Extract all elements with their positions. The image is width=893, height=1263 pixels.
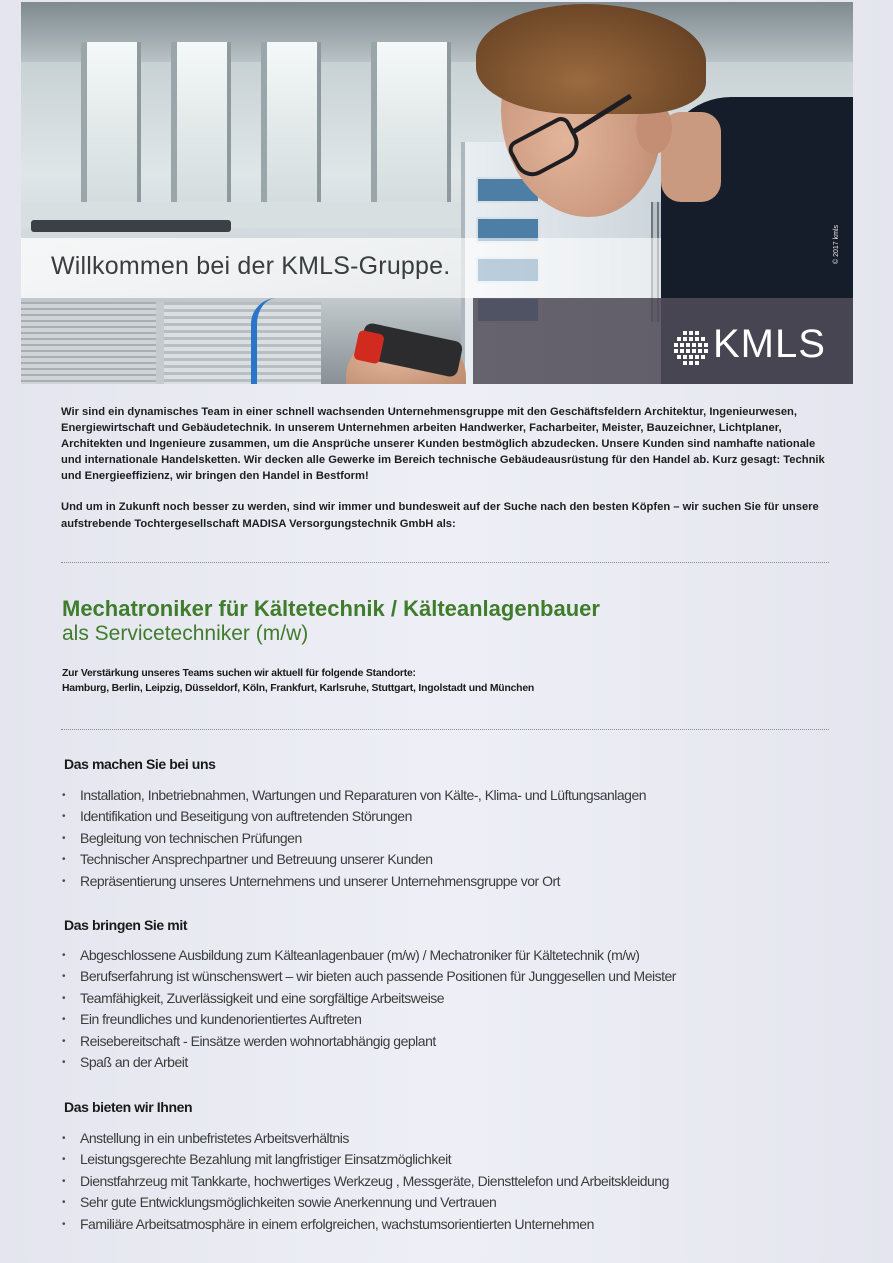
hero-ac-grille — [21, 302, 164, 384]
intro-paragraph-2: Und um in Zukunft noch besser zu werden, sind wir immer und bundesweit auf der Suche nach den besten Köpfen – wir suchen Sie für unsere aufstrebende Tochtergesellschaft MADISA Versorgungstechnik GmbH als: — [61, 501, 819, 530]
list-item: • Spaß an der Arbeit — [62, 1052, 676, 1073]
welcome-text: Willkommen bei der KMLS-Gruppe. — [51, 252, 451, 280]
job-locations — [62, 667, 534, 696]
bullet-icon: • — [62, 790, 66, 801]
list-item: • Technischer Ansprechpartner und Betreuung unserer Kunden — [62, 849, 646, 870]
locations-list: Hamburg, Berlin, Leipzig, Düsseldorf, Köln, Frankfurt, Karlsruhe, Stuttgart, Ingolstadt und München — [62, 682, 535, 694]
list-item: • Installation, Inbetriebnahmen, Wartungen und Reparaturen von Kälte-, Klima- und Lüftungsanlagen — [62, 785, 646, 806]
bullet-icon: • — [62, 1133, 66, 1144]
bullet-icon: • — [62, 811, 66, 823]
benefits-list — [62, 1128, 669, 1235]
bullet-icon: • — [62, 1014, 66, 1026]
bullet-icon: • — [62, 1154, 66, 1166]
intro-paragraph-1: Wir sind ein dynamisches Team in einer schnell wachsenden Unternehmensgruppe mit den Geschäftsfeldern Architektur, Ingenieurwesen, Energiewirtschaft und Gebäudetechnik. In unserem Unternehmen arbeiten Handwerker, Facharbeiter, Meister, Bauzeichner, Lichtplaner, Architekten und Ingenieure zusammen, um die Ansprüche unserer Kunden bestmöglich abzudecken. Unsere Kunden sind namhafte nationale und internationale Handelsketten. Wir decken alle Gewerke im Bereich technische Gebäudeausrüstung für den Handel ab. Kurz gesagt: Technik und Energieeffizienz, wir bringen den Handel in Bestform! — [61, 406, 825, 483]
hero-window — [371, 42, 451, 227]
list-item: • Dienstfahrzeug mit Tankkarte, hochwertiges Werkzeug , Messgeräte, Diensttelefon und Arbeitskleidung — [62, 1171, 669, 1192]
requirements-list — [62, 945, 676, 1073]
list-item: • Anstellung in ein unbefristetes Arbeitsverhältnis — [62, 1128, 669, 1149]
hero-rail — [31, 220, 231, 232]
section-heading-tasks: Das machen Sie bei uns — [64, 756, 216, 772]
hero-window — [81, 42, 141, 227]
bullet-icon: • — [62, 950, 66, 961]
list-item: • Begleitung von technischen Prüfungen — [62, 828, 646, 849]
locations-intro: Zur Verstärkung unseres Teams suchen wir aktuell für folgende Standorte: — [62, 668, 416, 679]
bullet-icon: • — [62, 875, 66, 887]
hero-person-hair — [476, 4, 706, 114]
section-heading-requirements: Das bringen Sie mit — [64, 917, 188, 933]
list-item: • Ein freundliches und kundenorientiertes Auftreten — [62, 1009, 676, 1030]
bullet-icon: • — [62, 1197, 66, 1209]
job-subtitle: als Servicetechniker (m/w) — [62, 622, 309, 645]
list-item: • Sehr gute Entwicklungsmöglichkeiten sowie Anerkennung und Vertrauen — [62, 1192, 669, 1213]
job-title: Mechatroniker für Kältetechnik / Kälteanlagenbauer — [62, 596, 600, 621]
section-heading-benefits: Das bieten wir Ihnen — [64, 1099, 193, 1115]
bullet-icon: • — [62, 832, 66, 844]
divider — [61, 562, 829, 563]
tasks-list — [62, 785, 646, 892]
list-item: • Leistungsgerechte Bezahlung mit langfristiger Einsatzmöglichkeit — [62, 1149, 669, 1170]
bullet-icon: • — [62, 1035, 66, 1047]
kmls-logo-icon — [673, 330, 709, 366]
bullet-icon: • — [62, 992, 66, 1004]
bullet-icon: • — [62, 1218, 66, 1230]
list-item: • Identifikation und Beseitigung von auftretenden Störungen — [62, 806, 646, 827]
hero-banner — [21, 2, 853, 384]
list-item: • Teamfähigkeit, Zuverlässigkeit und eine sorgfältige Arbeitsweise — [62, 988, 676, 1009]
list-item: • Familiäre Arbeitsatmosphäre in einem erfolgreichen, wachstumsorientierten Unternehmen — [62, 1214, 669, 1235]
list-item: • Berufserfahrung ist wünschenswert – wir bieten auch passende Positionen für Junggesellen und Meister — [62, 966, 676, 987]
bullet-icon: • — [62, 1056, 66, 1068]
list-item: • Repräsentierung unseres Unternehmens und unserer Unternehmensgruppe vor Ort — [62, 871, 646, 892]
photo-copyright: © 2017 kmls — [833, 224, 840, 264]
hero-cable — [251, 298, 277, 384]
logo-text: KMLS — [713, 322, 826, 366]
list-item: • Abgeschlossene Ausbildung zum Kälteanlagenbauer (m/w) / Mechatroniker für Kältetechnik (m/w) — [62, 945, 676, 966]
divider — [61, 729, 829, 730]
bullet-icon: • — [62, 854, 66, 866]
list-item: • Reisebereitschaft - Einsätze werden wohnortabhängig geplant — [62, 1031, 676, 1052]
bullet-icon: • — [62, 971, 66, 983]
intro-text — [61, 404, 831, 547]
hero-window — [261, 42, 321, 227]
hero-window — [171, 42, 231, 227]
bullet-icon: • — [62, 1175, 66, 1187]
